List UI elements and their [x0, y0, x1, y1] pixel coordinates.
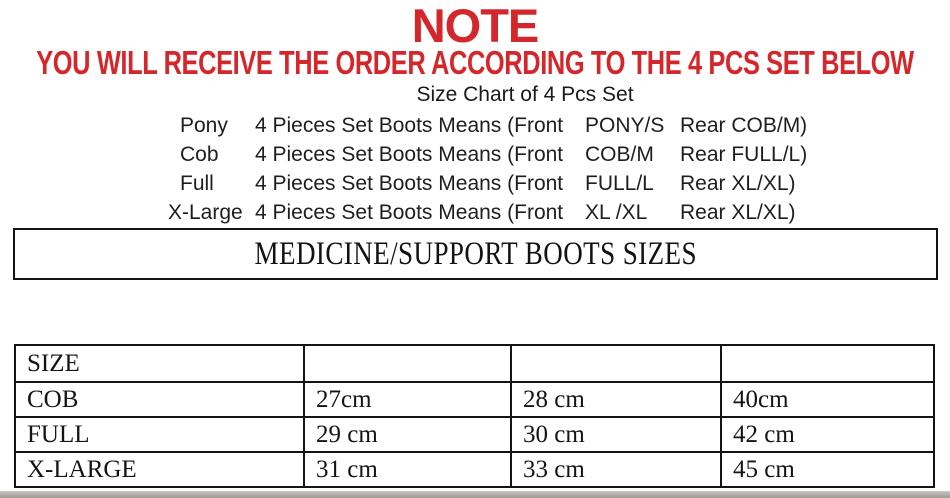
- table-header-row: [15, 345, 934, 382]
- measurement-cell: 29 cm: [304, 417, 511, 452]
- set-label: X-Large: [168, 201, 243, 224]
- pcs-set-list: [168, 111, 807, 227]
- table-row-cob: [15, 382, 934, 417]
- measurement-cell: 27cm: [304, 382, 511, 417]
- boots-sizes-banner-title: MEDICINE/SUPPORT BOOTS SIZES: [254, 235, 697, 272]
- set-means-text: 4 Pieces Set Boots Means (Front: [255, 114, 564, 137]
- set-front-size: COB/M: [585, 143, 654, 166]
- note-subheading: YOU WILL RECEIVE THE ORDER ACCORDING TO THE 4 PCS SET BELOW: [36, 44, 914, 81]
- set-row-full: [168, 169, 807, 198]
- set-row-cob: [168, 140, 807, 169]
- measurement-cell: 33 cm: [511, 452, 721, 487]
- set-chart-heading: Size Chart of 4 Pcs Set: [416, 83, 634, 106]
- set-means-text: 4 Pieces Set Boots Means (Front: [255, 201, 564, 224]
- measurement-cell: 31 cm: [304, 452, 511, 487]
- col-header-size: SIZE: [15, 345, 304, 382]
- col-header-empty: [304, 345, 511, 382]
- set-row-pony: [168, 111, 807, 140]
- measurement-cell: 40cm: [721, 382, 934, 417]
- size-name-cell: X-LARGE: [15, 452, 304, 487]
- set-rear-size: Rear COB/M): [680, 114, 808, 137]
- set-front-size: FULL/L: [585, 172, 654, 195]
- bottom-edge-band: [0, 491, 950, 498]
- note-heading: NOTE: [411, 0, 539, 52]
- size-name-cell: COB: [15, 382, 304, 417]
- measurement-cell: 28 cm: [511, 382, 721, 417]
- set-rear-size: Rear XL/XL): [680, 201, 796, 224]
- measurement-cell: 30 cm: [511, 417, 721, 452]
- size-name-cell: FULL: [15, 417, 304, 452]
- set-rear-size: Rear XL/XL): [680, 172, 796, 195]
- table-row-xlarge: [15, 452, 934, 487]
- boots-sizes-banner: [13, 228, 938, 280]
- set-means-text: 4 Pieces Set Boots Means (Front: [255, 143, 564, 166]
- sizes-table: [14, 344, 935, 488]
- set-means-text: 4 Pieces Set Boots Means (Front: [255, 172, 564, 195]
- set-front-size: XL /XL: [585, 201, 648, 224]
- set-front-size: PONY/S: [585, 114, 665, 137]
- col-header-empty: [721, 345, 934, 382]
- set-label: Full: [180, 172, 214, 195]
- measurement-cell: 42 cm: [721, 417, 934, 452]
- set-row-xlarge: [168, 198, 807, 227]
- set-label: Pony: [180, 114, 228, 137]
- set-rear-size: Rear FULL/L): [680, 143, 808, 166]
- measurement-cell: 45 cm: [721, 452, 934, 487]
- col-header-empty: [511, 345, 721, 382]
- set-label: Cob: [180, 143, 219, 166]
- table-row-full: [15, 417, 934, 452]
